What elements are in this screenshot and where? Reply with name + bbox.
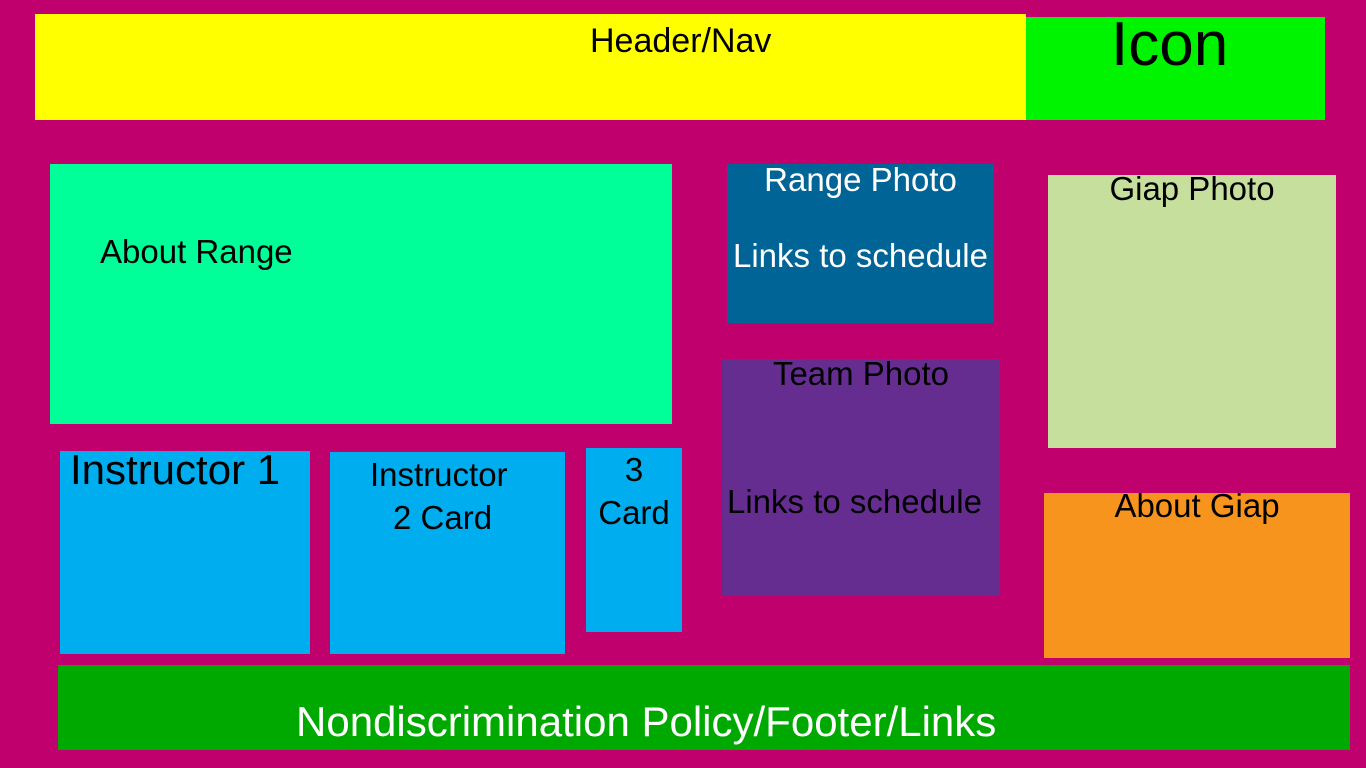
instructor-2-card [330, 452, 565, 654]
team-photo [722, 355, 1000, 596]
header-nav [35, 14, 1026, 120]
footer-label[interactable]: Nondiscrimination Policy/Footer/Links [296, 698, 997, 745]
instructor-2-label-line2: 2 Card [393, 499, 493, 536]
footer [58, 665, 1350, 750]
instructor-1-card [60, 446, 310, 654]
instructor-2-label-line1: Instructor [370, 456, 508, 493]
about-giap-label: About Giap [1114, 487, 1280, 524]
instructor-3-card [586, 448, 682, 632]
instructor-3-label-line1: 3 [624, 451, 644, 488]
icon-box [1026, 10, 1325, 120]
about-range [50, 164, 672, 424]
icon-box-label: Icon [1111, 10, 1229, 79]
about-giap [1044, 487, 1350, 658]
header-nav-label: Header/Nav [590, 22, 772, 60]
giap-photo-label: Giap Photo [1109, 170, 1275, 207]
instructor-3-label-line2: Card [598, 494, 670, 531]
team-photo-schedule-link[interactable]: Links to schedule [727, 483, 982, 520]
giap-photo [1048, 170, 1336, 448]
range-photo [727, 161, 994, 323]
range-photo-title: Range Photo [764, 161, 957, 198]
range-photo-schedule-link[interactable]: Links to schedule [733, 237, 988, 274]
team-photo-title: Team Photo [772, 355, 950, 392]
instructor-1-label: Instructor 1 [70, 446, 281, 493]
about-range-label: About Range [100, 233, 293, 270]
